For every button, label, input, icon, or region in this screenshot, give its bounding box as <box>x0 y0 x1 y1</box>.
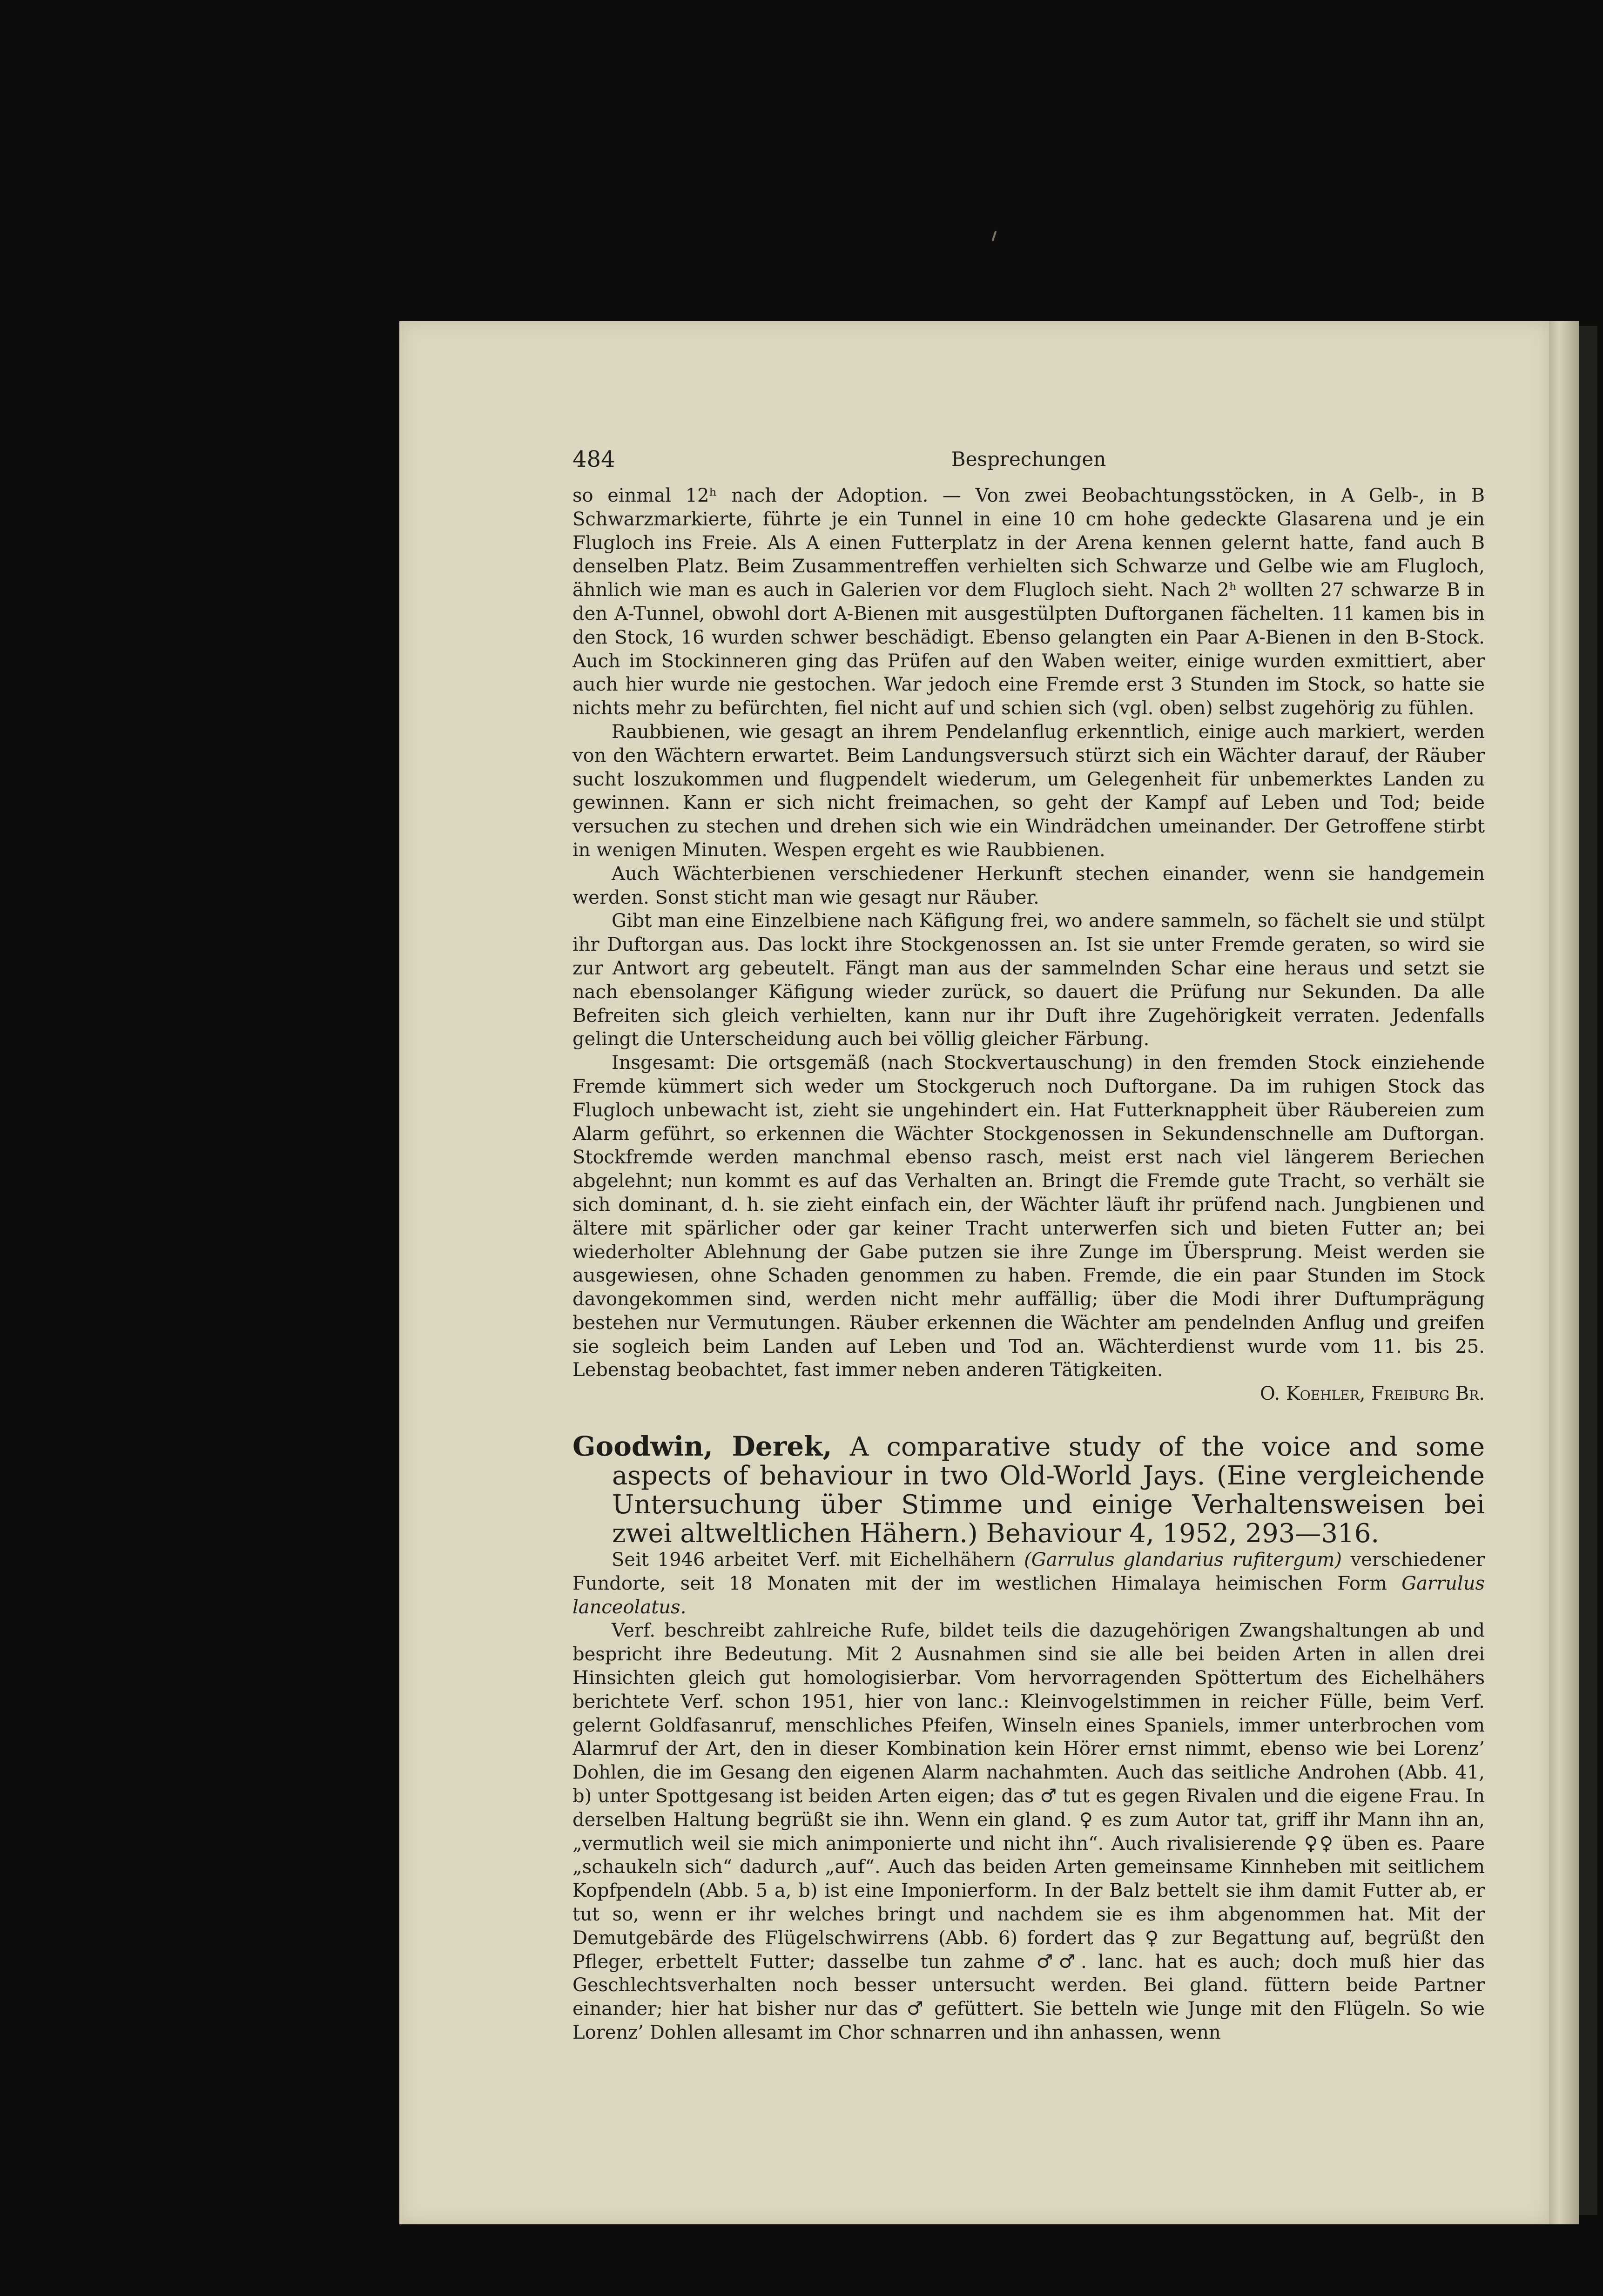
page-edge-shadow <box>1579 326 1597 2215</box>
species-name: Garrulus lanceolatus. <box>572 1572 1485 1618</box>
stray-mark <box>992 231 997 241</box>
reviewer-signature: O. Koehler, Freiburg Br. <box>1260 1383 1485 1405</box>
paragraph: Insgesamt: Die ortsgemäß (nach Stockvertauschung) in den fremden Stock einziehende Fremde kümmert sich weder um Stockgeruch noch Duftorgane. Da im ruhigen Stock das Flugloch unbewacht ist, zieht sie ungehindert ein. Hat Futterknappheit über Räubereien zum Alarm geführt, so erkennen die Wächter Stockgenossen in Sekundenschnelle am Duftorgan. Stockfremde werden manchmal ebenso rasch, meist erst nach viel längerem Beriechen abgelehnt; nun kommt es auf das Verhalten an. Bringt die Fremde gute Tracht, so verhält sie sich dominant, d. h. sie zieht einfach ein, der Wächter läuft ihr prüfend nach. Jungbienen und ältere mit spärlicher oder gar keiner Tracht unterwerfen sich und bieten Futter an; bei wiederholter Ablehnung der Gabe putzen sie ihre Zunge im Übersprung. Meist werden sie ausgewiesen, ohne Schaden genommen zu haben. Fremde, die ein paar Stunden im Stock davongekommen sind, werden nicht mehr auffällig; über die Modi ihrer Duftumprägung bestehen nur Vermutungen. Räuber erkennen die Wächter am pendelnden Anflug und greifen sie sogleich beim Landen auf Leben und Tod an. Wächterdienst wurde vom 11. bis 25. Lebenstag beobachtet, fast immer neben anderen Tätigkeiten. <box>572 1052 1485 1381</box>
paragraph: Auch Wächterbienen verschiedener Herkunft stechen einander, wenn sie handgemein werden. Sonst sticht man wie gesagt nur Räuber. <box>572 863 1485 908</box>
page-number: 484 <box>572 446 615 472</box>
running-head: Besprechungen <box>951 448 1106 470</box>
review-work-title: A comparative study of the voice and some aspects of behaviour in two Old-World Jays. (Eine vergleichende Untersuchung über Stimme und einige Verhaltensweisen bei zwei altweltlichen Hähern.) Behaviour 4, 1952, 293—316. <box>612 1432 1485 1549</box>
paragraph: Verf. beschreibt zahlreiche Rufe, bildet teils die dazugehörigen Zwangshaltungen ab und bespricht ihre Bedeutung. Mit 2 Ausnahmen sind sie alle bei beiden Arten in allen drei Hinsichten gleich gut homologisierbar. Vom hervorragenden Spöttertum des Eichelhähers berichtete Verf. schon 1951, hier von lanc.: Kleinvogelstimmen in reicher Fülle, beim Verf. gelernt Goldfasanruf, menschliches Pfeifen, Winseln eines Spaniels, immer unterbrochen vom Alarmruf der Art, den in dieser Kombination kein Hörer ernst nimmt, ebenso wie bei Lorenz’ Dohlen, die im Gesang den eigenen Alarm nachahmten. Auch das seitliche Androhen (Abb. 41, b) unter Spottgesang ist beiden Arten eigen; das ♂ tut es gegen Rivalen und die eigene Frau. In derselben Haltung begrüßt sie ihn. Wenn ein gland. ♀ es zum Autor tat, griff ihr Mann ihn an, „vermutlich weil sie mich animponierte und nicht ihn“. Auch rivalisierende ♀♀ üben es. Paare „schaukeln sich“ dadurch „auf“. Auch das beiden Arten gemeinsame Kinnheben mit seitlichem Kopfpendeln (Abb. 5 a, b) ist eine Imponierform. In der Balz bettelt sie ihm damit Futter ab, er tut so, wenn er ihr welches bringt und nachdem sie es ihm abgenommen hat. Mit der Demutgebärde des Flügelschwirrens (Abb. 6) fordert das ♀ zur Begattung auf, begrüßt den Pfleger, erbettelt Futter; dasselbe tun zahme ♂♂. lanc. hat es auch; doch muß hier das Geschlechtsverhalten noch besser untersucht werden. Bei gland. füttern beide Partner einander; hier hat bisher nur das ♂ gefüttert. Sie betteln wie Junge mit den Flügeln. So wie Lorenz’ Dohlen allesamt im Chor schnarren und ihn anhassen, wenn <box>572 1620 1485 2044</box>
paragraph: Seit 1946 arbeitet Verf. mit Eichelhähern (Garrulus glandarius rufitergum) verschiedener Fundorte, seit 18 Monaten mit der im westlichen Himalaya heimischen Form Garrulus lanceolatus. <box>572 1549 1485 1618</box>
page-edge <box>1549 321 1579 2224</box>
paragraph: Raubbienen, wie gesagt an ihrem Pendelanflug erkenntlich, einige auch markiert, werden von den Wächtern erwartet. Beim Landungsversuch stürzt sich ein Wächter darauf, der Räuber sucht loszukommen und flugpendelt wiederum, um Gelegenheit für unbemerktes Landen zu gewinnen. Kann er sich nicht freimachen, so geht der Kampf auf Leben und Tod; beide versuchen zu stechen und drehen sich wie ein Windrädchen umeinander. Der Getroffene stirbt in wenigen Minuten. Wespen ergeht es wie Raubbienen. <box>572 721 1485 861</box>
review-title <box>572 1432 1485 1548</box>
species-name: (Garrulus glandarius rufitergum) <box>1024 1549 1342 1571</box>
paragraph: so einmal 12ʰ nach der Adoption. — Von zwei Beobachtungsstöcken, in A Gelb-, in B Schwarzmarkierte, führte je ein Tunnel in eine 10 cm hohe gedeckte Glasarena und je ein Flugloch ins Freie. Als A einen Futterplatz in der Arena kennen gelernt hatte, fand auch B denselben Platz. Beim Zusammentreffen verhielten sich Schwarze und Gelbe wie am Flugloch, ähnlich wie man es auch in Galerien vor dem Flugloch sieht. Nach 2ʰ wollten 27 schwarze B in den A-Tunnel, obwohl dort A-Bienen mit ausgestülpten Duftorganen fächelten. 11 kamen bis in den Stock, 16 wurden schwer beschädigt. Ebenso gelangten ein Paar A-Bienen in den B-Stock. Auch im Stockinneren ging das Prüfen auf den Waben weiter, einige wurden exmittiert, aber auch hier wurde nie gestochen. War jedoch eine Fremde erst 3 Stunden im Stock, so hatte sie nichts mehr zu befürchten, fiel nicht auf und schien sich (vgl. oben) selbst zugehörig zu fühlen. <box>572 485 1485 719</box>
review-author: Goodwin, Derek, <box>572 1430 832 1463</box>
page-content <box>572 437 1485 2048</box>
page-header <box>572 437 1485 484</box>
paragraph: Gibt man eine Einzelbiene nach Käfigung frei, wo andere sammeln, so fächelt sie und stülpt ihr Duftorgan aus. Das lockt ihre Stockgenossen an. Ist sie unter Fremde geraten, so wird sie zur Antwort arg gebeutelt. Fängt man aus der sammelnden Schar eine heraus und setzt sie nach ebensolanger Käfigung wieder zurück, so dauert die Prüfung nur Sekunden. Da alle Befreiten sich gleich verhielten, kann nur ihr Duft ihre Zugehörigkeit verraten. Jedenfalls gelingt die Unterscheidung auch bei völlig gleicher Färbung. <box>572 910 1485 1050</box>
